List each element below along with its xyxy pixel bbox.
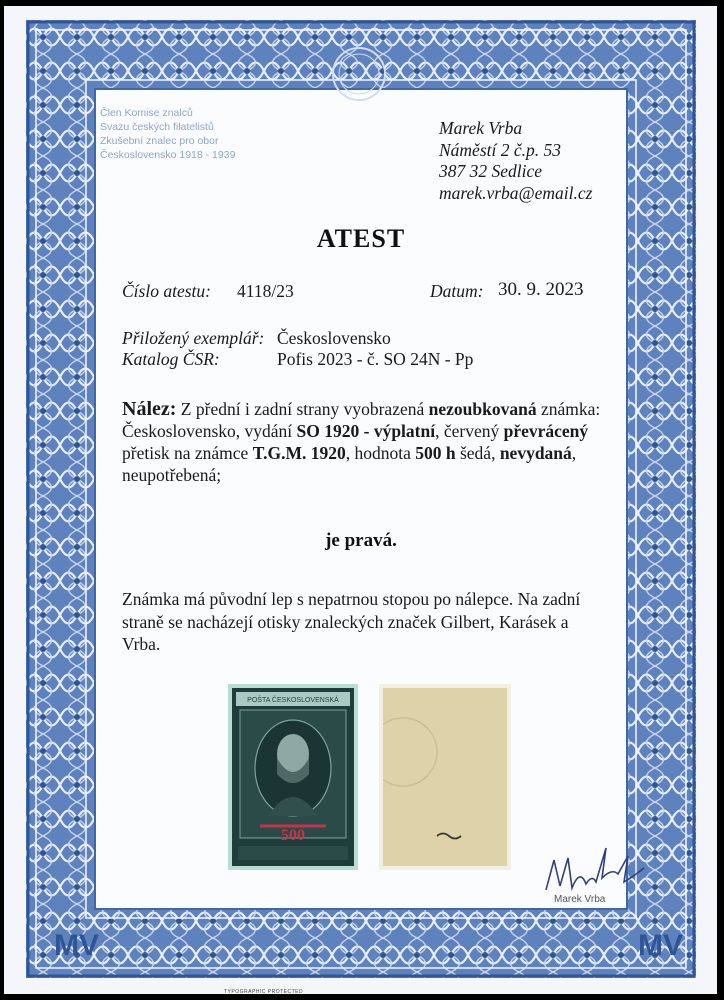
signature-name: Marek Vrba: [554, 894, 606, 905]
seal-line-4: Československo 1918 - 1939: [100, 149, 236, 161]
watermark-logo: [304, 44, 414, 104]
finding-bold-4: T.G.M. 1920: [252, 443, 346, 463]
seal-line-3: Zkušební znalec pro obor: [100, 135, 219, 147]
verdict: je pravá.: [325, 530, 397, 551]
finding-text-5: , hodnota: [345, 443, 416, 463]
document-title: ATEST: [316, 224, 406, 253]
stamp-back-art: [383, 688, 507, 866]
examiner-street: Náměstí 2 č.p. 53: [439, 139, 562, 160]
finding-bold-6: nevydaná: [499, 443, 572, 463]
finding-paragraph: [122, 398, 602, 486]
certificate-body: [94, 88, 628, 910]
examiner-email: marek.vrba@email.cz: [439, 182, 593, 203]
svg-text:MV: MV: [54, 929, 99, 962]
examiner-city: 387 32 Sedlice: [439, 161, 543, 181]
finding-bold-2: SO 1920 - výplatní: [296, 421, 436, 441]
overprint-value: 500: [281, 827, 305, 844]
certificate-number-label: Číslo atestu:: [122, 281, 211, 301]
finding-label: Nález:: [122, 398, 177, 420]
stamp-front-image: [228, 684, 358, 870]
finding-bold-1: nezoubkovaná: [428, 399, 537, 419]
finding-text-3: , červený: [435, 421, 504, 441]
specimen-label: Přiložený exemplář:: [122, 328, 265, 348]
finding-text-6: šedá,: [455, 443, 500, 463]
stamp-back-image: [379, 684, 511, 870]
finding-text-2: známka: Československo, vydání: [122, 399, 601, 441]
finding-bold-3: převrácený: [503, 421, 589, 441]
stamp-front-art: [232, 688, 354, 866]
svg-text:MV: MV: [638, 929, 683, 962]
finding-text-7: , neupotřebená;: [122, 443, 577, 485]
finding-text-1: Z přední i zadní strany vyobrazená: [176, 399, 429, 419]
examiner-name: Marek Vrba: [439, 118, 523, 138]
examiner-seal: [100, 106, 235, 162]
printer-mark: TYPOGRAPHIC PROTECTED: [224, 989, 304, 995]
certificate-date: 30. 9. 2023: [498, 279, 584, 300]
gum-note: Známka má původní lep s nepatrnou stopou po nálepce. Na zadní straně se nacházejí otisky znaleckých značek Gilbert, Karásek a Vrba.: [122, 589, 581, 654]
catalog-label: Katalog ČSR:: [122, 349, 220, 369]
certificate-number: 4118/23: [237, 281, 294, 301]
date-label: Datum:: [430, 281, 484, 301]
finding-bold-5: 500 h: [415, 443, 456, 463]
seal-line-1: Člen Komise znalců: [100, 107, 193, 119]
catalog-value: Pofis 2023 - č. SO 24N - Pp: [277, 349, 474, 369]
seal-line-2: Svazu českých filatelistů: [100, 121, 214, 133]
guilloche-frame: [26, 20, 696, 978]
finding-text-4: přetisk na známce: [122, 443, 253, 463]
examiner-address: [439, 118, 592, 204]
handwritten-signature: [540, 838, 650, 898]
certificate-sheet: [4, 6, 717, 994]
stamp-header-text: POŠTA ČESKOSLOVENSKÁ: [247, 697, 339, 704]
specimen-value: Československo: [277, 328, 391, 348]
